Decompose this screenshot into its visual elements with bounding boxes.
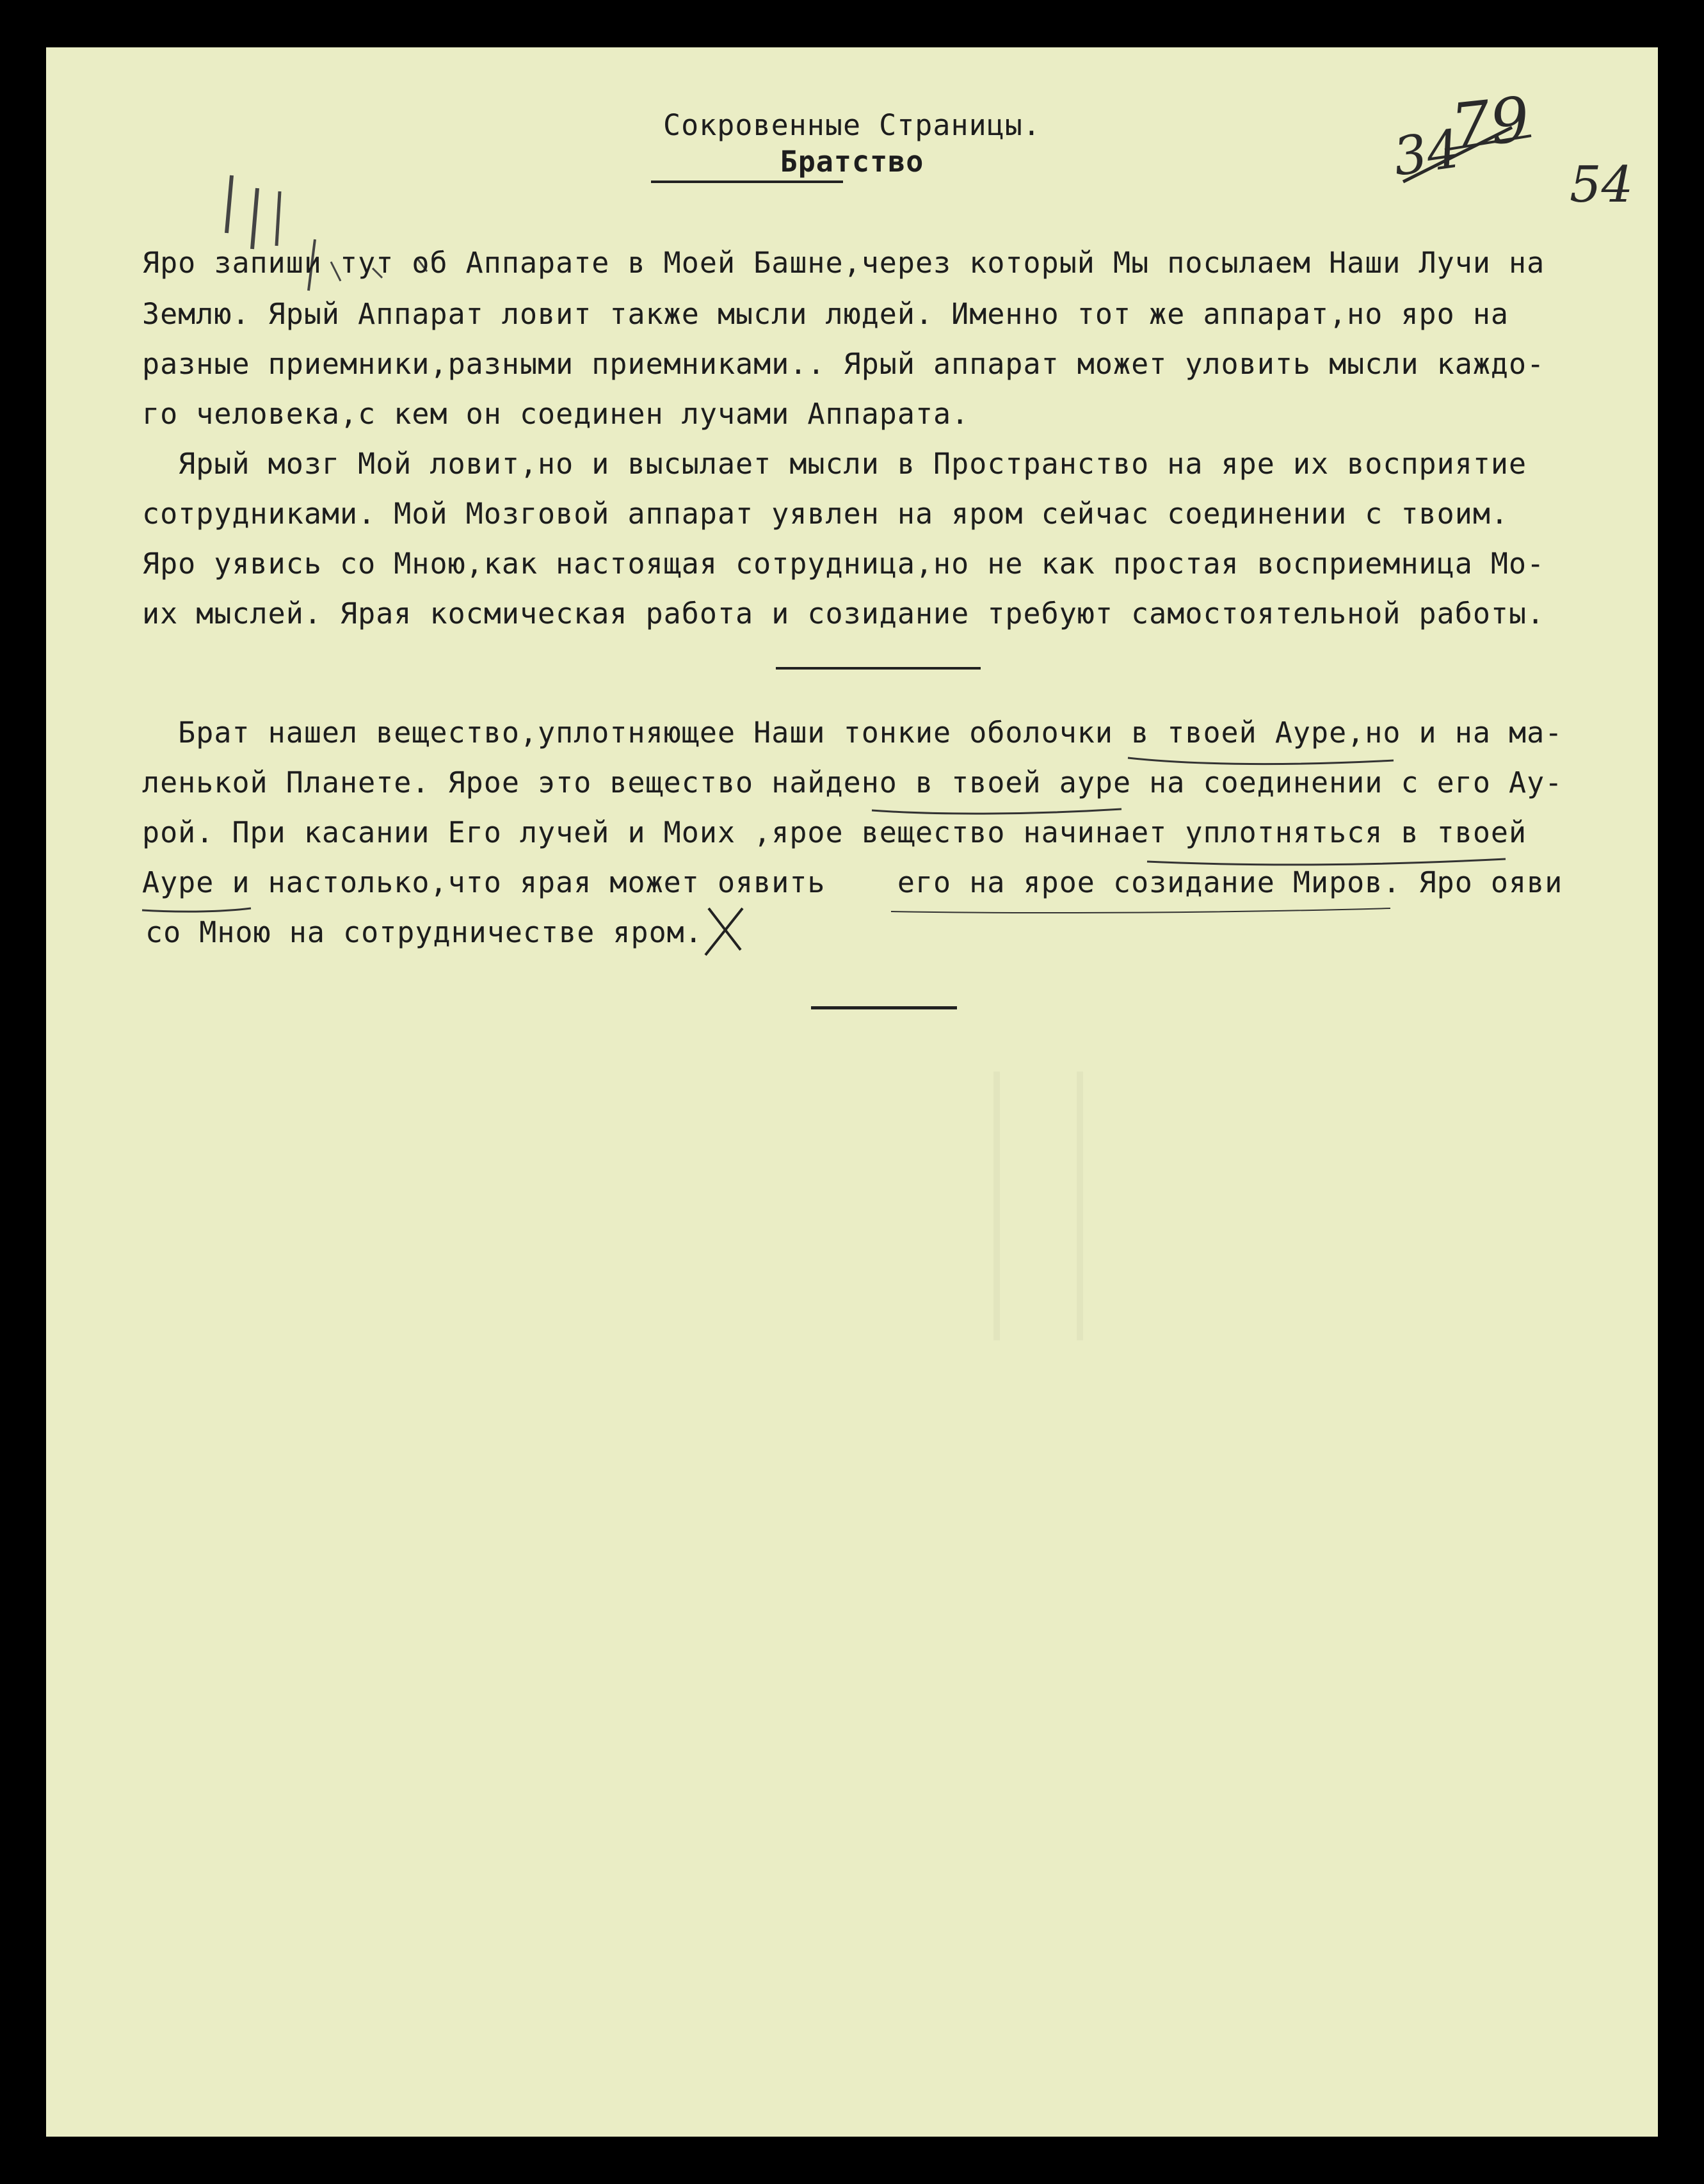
paragraph-2-line-3: Яро уявись со Мною,как настоящая сотрудница,но не как простая восприемница Мо-	[142, 547, 1545, 581]
paragraph-3-line-1: Брат нашел вещество,уплотняющее Наши тонкие оболочки в твоей Ауре,но и на ма-	[142, 716, 1563, 750]
paragraph-2-line-2: сотрудниками. Мой Мозговой аппарат уявлен на яром сейчас соединении с твоим.	[142, 497, 1509, 531]
paragraph-2-line-1: Ярый мозг Мой ловит,но и высылает мысли в Пространство на яре их восприятие	[142, 447, 1527, 481]
paragraph-1-line-2: Землю. Ярый Аппарат ловит также мысли людей. Именно тот же аппарат,но яро на	[142, 297, 1509, 331]
paragraph-1-line-1: Яро запиши тут об Аппарате в Моей Башне,через который Мы посылаем Наши Лучи на	[142, 246, 1545, 280]
paragraph-1-line-3: разные приемники,разными приемниками.. Ярый аппарат может уловить мысли каждо-	[142, 347, 1545, 381]
paragraph-3-line-2: ленькой Планете. Ярое это вещество найдено в твоей ауре на соединении с его Ау-	[142, 766, 1563, 799]
document-title: Сокровенные Страницы.	[663, 108, 1041, 142]
paragraph-2-line-4: их мыслей. Ярая космическая работа и созидание требуют самостоятельной работы.	[142, 597, 1545, 630]
document-page	[46, 47, 1658, 2137]
old-folio-number: 34	[1389, 118, 1465, 188]
end-mark	[811, 1006, 957, 1009]
document-subtitle: Братство	[780, 145, 924, 179]
paragraph-3-line-3: рой. При касании Его лучей и Моих ,ярое вещество начинает уплотняться в твоей	[142, 815, 1527, 849]
paragraph-1-line-4: го человека,с кем он соединен лучами Аппарата.	[142, 397, 970, 431]
sheet-number: 54	[1570, 156, 1634, 214]
paragraph-3-line-4: Ауре и настолько,что ярая может оявить его на ярое созидание Миров. Яро ояви	[142, 865, 1563, 899]
paragraph-3-line-5: со Мною на сотрудничестве яром.	[145, 915, 703, 949]
new-folio-number: 79	[1447, 83, 1533, 163]
handwritten-underlines	[46, 47, 1658, 1008]
paper-watermark	[993, 1072, 1083, 1340]
